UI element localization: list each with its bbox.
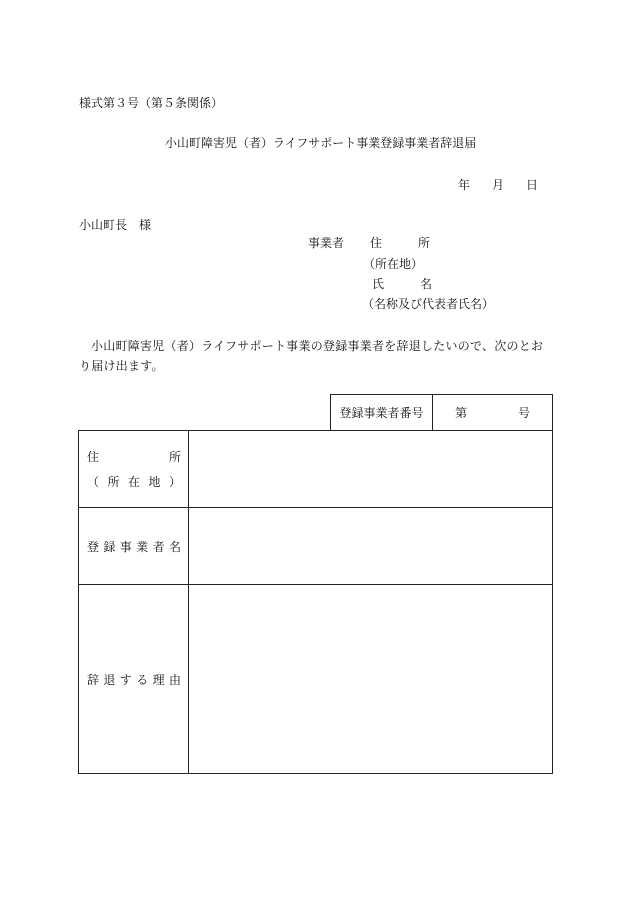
registration-number-row bbox=[79, 395, 553, 431]
address-label: 住 所 （ 所 在 地 ） bbox=[79, 431, 189, 508]
business-name-field[interactable] bbox=[189, 508, 553, 585]
registration-number-suffix: 号 bbox=[517, 406, 530, 420]
applicant-name-label: 氏 名 bbox=[372, 277, 433, 291]
applicant-address-note: （所在地） bbox=[363, 257, 424, 271]
reason-label: 辞 退 す る 理 由 bbox=[79, 585, 189, 774]
registration-number-label: 登録事業者番号 bbox=[331, 395, 433, 431]
registration-number-prefix: 第 bbox=[455, 406, 468, 420]
document-title: 小山町障害児（者）ライフサポート事業登録事業者辞退届 bbox=[165, 136, 477, 150]
applicant-label: 事業者 bbox=[308, 236, 345, 250]
body-text: 小山町障害児（者）ライフサポート事業の登録事業者を辞退したいので、次のとおり届け出ます。 bbox=[79, 339, 544, 373]
withdrawal-form-table bbox=[78, 394, 553, 774]
form-number: 様式第３号（第５条関係） bbox=[79, 96, 224, 110]
applicant-name-note: （名称及び代表者氏名） bbox=[362, 297, 495, 311]
address-field[interactable] bbox=[189, 431, 553, 508]
date-month: 月 bbox=[492, 178, 505, 192]
applicant-address-label: 住 所 bbox=[370, 236, 431, 250]
reason-field[interactable] bbox=[189, 585, 553, 774]
registration-number-field[interactable] bbox=[433, 395, 553, 431]
reason-row bbox=[79, 585, 553, 774]
business-name-label: 登 録 事 業 者 名 bbox=[79, 508, 189, 585]
date-year: 年 bbox=[458, 178, 471, 192]
addressee: 小山町長 様 bbox=[79, 218, 152, 232]
date-line bbox=[458, 179, 538, 191]
business-name-row bbox=[79, 508, 553, 585]
address-row bbox=[79, 431, 553, 508]
date-day: 日 bbox=[526, 178, 539, 192]
